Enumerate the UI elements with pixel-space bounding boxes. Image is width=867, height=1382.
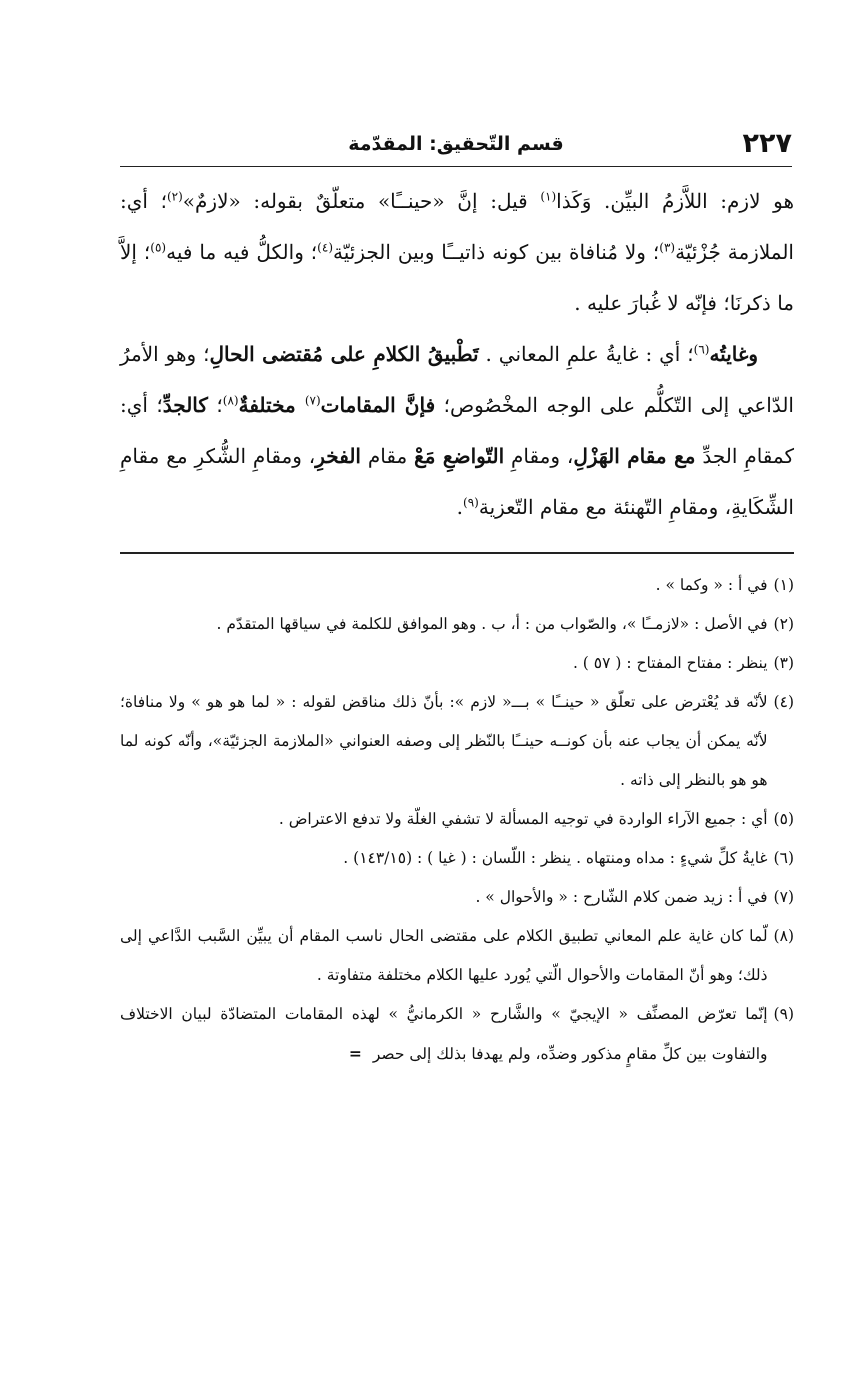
footnote-text <box>120 995 768 1074</box>
text-run: ؛ إلاَّ ما ذكرنَا؛ فإنّه لا غُبارَ عليه . <box>120 240 794 315</box>
footnote-ref[interactable]: (٤) <box>317 240 333 255</box>
footnote-ref[interactable]: (٥) <box>150 240 167 255</box>
footnote-divider <box>120 552 794 554</box>
footnote-marker: (١) <box>773 576 794 594</box>
footnotes <box>120 566 794 1074</box>
footnote-text: لأنّه قد يُعْترض على تعلّق « حينــًا » بـــ« لازم »: بأنّ ذلك مناقض لقوله : « لما هو هو » ولا منافاة؛ لأنّه يمكن أن يجاب عنه بأن كونــه حينــًا بالنّظر إلى وصفه العنواني «الملازمة الجزئيّة»، وأنّه كونه لما هو هو بالنظر إلى ذاته . <box>120 693 768 789</box>
footnote-marker: (٧) <box>773 888 794 906</box>
footnote <box>120 800 794 839</box>
text-run: ؛ والكلُّ فيه ما فيه <box>166 240 318 264</box>
footnote-ref[interactable]: (٢) <box>166 189 183 204</box>
text-run: ؛ <box>207 393 223 417</box>
bold-text-run: مع مقام الهَزْلِ <box>573 444 696 468</box>
page-header <box>120 128 792 162</box>
footnote-ref[interactable]: (٩) <box>463 495 479 510</box>
footnote <box>120 644 794 683</box>
footnote-text: في أ : « وكما » . <box>655 576 768 594</box>
text-run: مقام <box>360 444 415 468</box>
footnote-ref[interactable]: (٨) <box>222 393 239 408</box>
footnote-ref[interactable]: (٧) <box>304 393 321 408</box>
footnote-text: ينظر : مفتاح المفتاح : ( ٥٧ ) . <box>572 654 768 672</box>
footnote <box>120 995 794 1074</box>
footnote-text: في أ : زيد ضمن كلام الشّارح : « والأحوال » . <box>475 888 768 906</box>
footnote-text-run: إنّما تعرّض المصنِّف « الإيجيّ » والشَّارح « الكرمانيُّ » لهذه المقامات المتضادّة لبيان الاختلاف والتفاوت بين كلِّ مقامٍ مذكور وضدِّه، ولم يهدفا بذلك إلى حصر <box>120 1005 768 1063</box>
footnote-ref[interactable]: (٣) <box>659 240 676 255</box>
text-run: قيل: إنَّ «حينــًا» متعلّقٌ بقوله: «لازمٌ» <box>182 189 541 213</box>
bold-text-run: الفخرِ <box>315 444 361 468</box>
footnote-text: لّما كان غاية علم المعاني تطبيق الكلام على مقتضى الحال ناسب المقام أن يبيِّن السَّبب الدَّاعي إلى ذلك؛ وهو أنّ المقامات والأحوال الّتي يُورد عليها الكلام مختلفة متفاوتة . <box>120 927 768 984</box>
bold-text-run: مختلفةٌ <box>238 393 305 417</box>
footnote-text: في الأصل : «لازمــًا »، والصّواب من : أ، ب . وهو الموافق للكلمة في سياقها المتقدّم . <box>216 615 768 633</box>
text-run: . <box>456 495 464 519</box>
page-number: ٢٢٧ <box>742 128 792 159</box>
footnote-marker: (٢) <box>773 615 794 633</box>
bold-text-run: فإنَّ المقامات <box>320 393 436 417</box>
bold-text-run: تَطْبيقُ الكلامِ على مُقتضى الحالِ <box>209 342 479 366</box>
bold-text-run: كالجدِّ <box>162 393 208 417</box>
text-run: ، ومقامِ <box>504 444 574 468</box>
text-run: ؛ أي: الملازمة جُزْئيّة <box>120 189 794 264</box>
running-title: قسم التّحقيق: المقدّمة <box>348 133 564 155</box>
text-run: ؛ أي : غايةُ علمِ المعاني . <box>478 342 694 366</box>
footnote-text: أي : جميع الآراء الواردة في توجيه المسألة لا تشفي الغلّة ولا تدفع الاعتراض . <box>278 810 768 828</box>
footnote-marker: (٥) <box>773 810 794 828</box>
bold-text-run: وغايتُه <box>709 342 758 366</box>
footnote <box>120 878 794 917</box>
main-text <box>120 176 794 533</box>
paragraph <box>120 329 794 533</box>
footnote <box>120 917 794 995</box>
footnote <box>120 566 794 605</box>
footnote-marker: (٨) <box>773 927 794 945</box>
text-run: ؛ أي: كمقامِ الجدِّ <box>120 393 794 468</box>
footnote <box>120 605 794 644</box>
footnote <box>120 839 794 878</box>
footnote-ref[interactable]: (١) <box>540 189 557 204</box>
text-run: ؛ ولا مُنافاة بين كونه ذاتيــًا وبين الجزئيّة <box>333 240 660 264</box>
text-run: ، ومقامِ الشُّكرِ مع مقامِ الشِّكَايةِ، ومقامِ التّهنئة مع مقام التّعزية <box>120 444 794 519</box>
footnote-marker: (٩) <box>773 1005 794 1023</box>
header-divider <box>120 166 792 167</box>
footnote-marker: (٣) <box>773 654 794 672</box>
footnote <box>120 683 794 800</box>
text-run: ؛ وهو الأمرُ الدّاعي إلى التّكلُّم على الوجه المخْصُوص؛ <box>120 342 794 417</box>
footnote-marker: (٤) <box>773 693 794 711</box>
footnote-text: غايةُ كلِّ شيءٍ : مداه ومنتهاه . ينظر : اللّسان : ( غيا ) : (١٤٣/١٥) . <box>343 849 768 867</box>
text-run: هو لازم: اللاَّزمُ البيِّن. وَكَذا <box>556 189 795 213</box>
bold-text-run: التّواضعِ مَعْ <box>414 444 505 468</box>
paragraph <box>120 176 794 329</box>
footnote-marker: (٦) <box>773 849 794 867</box>
footnote-ref[interactable]: (٦) <box>693 342 710 357</box>
continuation-mark: = <box>348 1044 362 1063</box>
